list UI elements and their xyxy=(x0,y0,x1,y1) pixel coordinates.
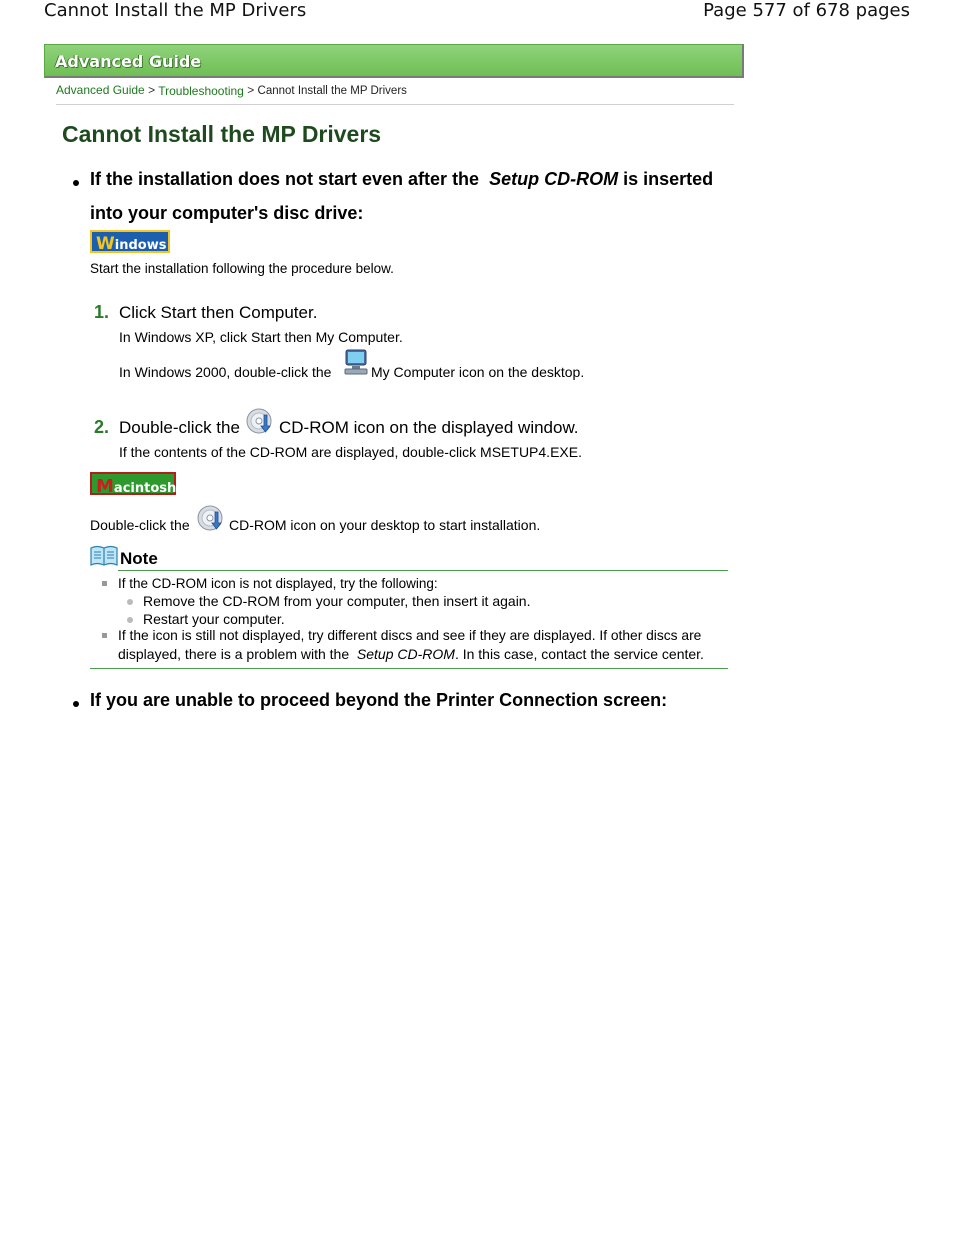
note-item-2-text: displayed, there is a problem with the xyxy=(118,646,350,662)
cd-rom-icon xyxy=(196,504,224,532)
step-1-note-xp: In Windows XP, click Start then My Computer. xyxy=(119,329,403,345)
bullet-icon xyxy=(73,180,79,186)
note-item-1: If the CD-ROM icon is not displayed, try the following: xyxy=(118,576,438,591)
note-item-2-text-end: . In this case, contact the service center. xyxy=(454,646,704,662)
document-title: Cannot Install the MP Drivers xyxy=(44,0,307,21)
breadcrumb-link-troubleshooting[interactable]: Troubleshooting xyxy=(158,84,244,98)
macintosh-badge-initial: M xyxy=(96,476,114,497)
step-number: 2. xyxy=(94,417,110,437)
step-1-note-2000: In Windows 2000, double-click the xyxy=(119,364,332,380)
breadcrumb-link-advanced-guide[interactable]: Advanced Guide xyxy=(56,83,145,97)
step-2-note: If the contents of the CD-ROM are displayed, double-click MSETUP4.EXE. xyxy=(119,444,582,460)
circle-bullet-icon xyxy=(127,617,133,623)
windows-intro: Start the installation following the procedure below. xyxy=(90,261,394,276)
page-counter: Page 577 of 678 pages xyxy=(703,0,910,21)
bullet-icon xyxy=(73,701,79,707)
note-divider xyxy=(118,570,728,571)
breadcrumb-separator: > xyxy=(247,83,255,97)
banner-label: Advanced Guide xyxy=(55,52,202,71)
cd-rom-icon xyxy=(245,407,273,435)
section1-heading-text-end: is inserted xyxy=(623,169,714,189)
section1-heading-emphasis: Setup CD-ROM xyxy=(489,169,619,189)
breadcrumb xyxy=(56,83,407,97)
breadcrumb-current: Cannot Install the MP Drivers xyxy=(257,85,407,97)
note-subitem-1: Remove the CD-ROM from your computer, then insert it again. xyxy=(143,593,531,609)
windows-badge-icon xyxy=(90,230,170,253)
windows-badge-text: indows xyxy=(114,238,167,253)
breadcrumb-separator: > xyxy=(148,83,156,97)
section1-heading-line2: into your computer's disc drive: xyxy=(90,203,364,223)
mac-instruction-end: CD-ROM icon on your desktop to start installation. xyxy=(229,517,541,533)
square-bullet-icon xyxy=(102,633,107,638)
note-title: Note xyxy=(120,549,158,568)
note-item-2-line2 xyxy=(118,646,704,662)
square-bullet-icon xyxy=(102,581,107,586)
macintosh-badge-icon xyxy=(90,472,176,495)
circle-bullet-icon xyxy=(127,599,133,605)
section1-heading-text: If the installation does not start even after the xyxy=(90,169,480,189)
macintosh-badge-text: acintosh xyxy=(113,481,177,496)
note-book-icon xyxy=(90,545,118,567)
mac-instruction: Double-click the xyxy=(90,517,190,533)
step-2-text: Double-click the xyxy=(119,418,240,437)
page-title: Cannot Install the MP Drivers xyxy=(62,121,382,147)
note-item-2: If the icon is still not displayed, try different discs and see if they are displayed. If other discs are xyxy=(118,628,702,643)
step-1-text: Click Start then Computer. xyxy=(119,303,318,322)
note-divider xyxy=(90,668,728,669)
note-item-2-emphasis: Setup CD-ROM xyxy=(356,646,455,662)
windows-badge-initial: W xyxy=(96,234,115,254)
section2-heading: If you are unable to proceed beyond the Printer Connection screen: xyxy=(90,690,668,710)
my-computer-icon xyxy=(342,349,370,375)
advanced-guide-banner xyxy=(44,44,744,78)
section1-heading xyxy=(90,169,713,190)
step-2-text-end: CD-ROM icon on the displayed window. xyxy=(279,418,579,437)
step-1-note-2000-end: My Computer icon on the desktop. xyxy=(371,364,585,380)
note-subitem-2: Restart your computer. xyxy=(143,611,285,627)
divider xyxy=(56,104,734,105)
step-number: 1. xyxy=(94,302,110,322)
